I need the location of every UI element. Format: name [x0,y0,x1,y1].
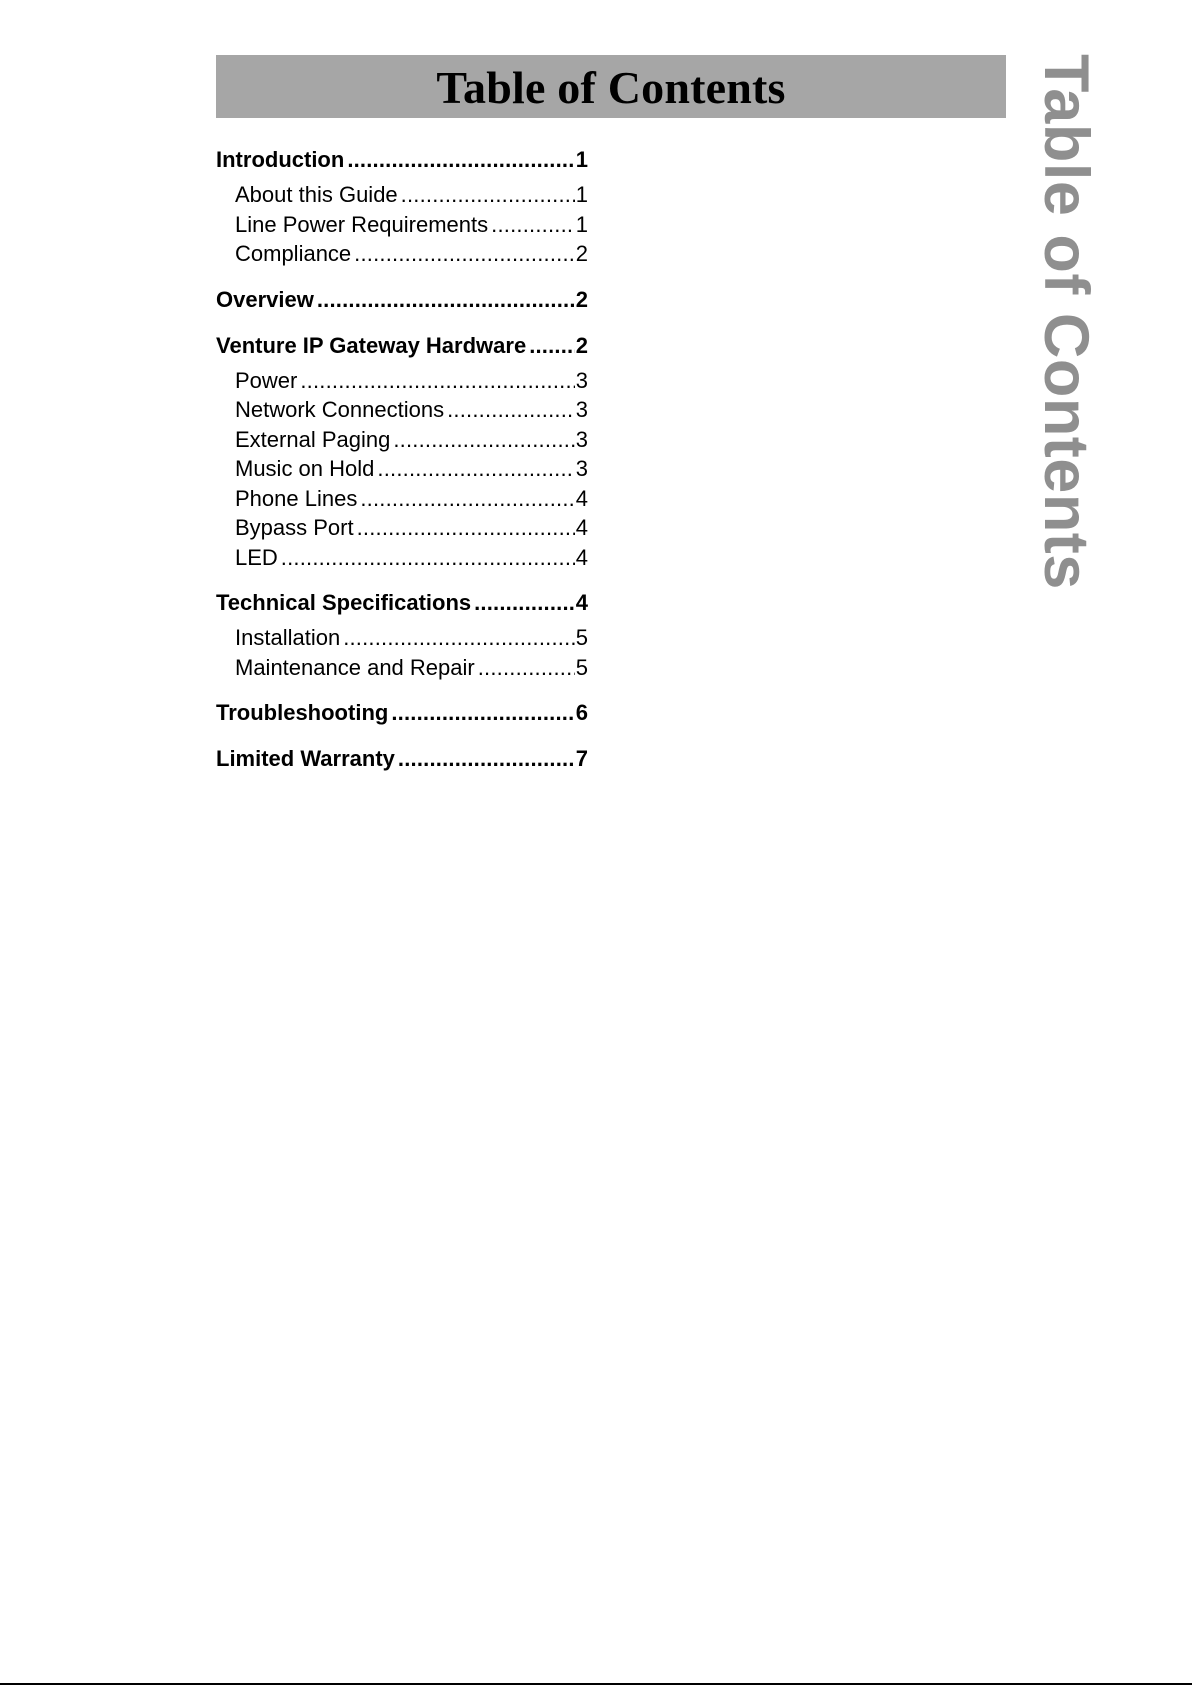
toc-entry-title: Phone Lines [235,485,358,511]
dot-leader [317,284,575,315]
dot-leader [529,330,575,361]
toc-entry-title: LED [235,544,278,570]
toc-entry-title: External Paging [235,426,391,452]
toc-entry-page-number: 2 [575,332,588,358]
toc-entry-page-number: 4 [575,544,588,570]
header-bar [216,55,1006,118]
dot-leader [377,454,574,484]
dot-leader [401,180,575,210]
toc-subsection-entry[interactable] [216,653,588,683]
toc-entry-page-number: 2 [575,286,588,312]
toc-chapter-entry[interactable] [216,587,588,618]
toc-entry-page-number: 1 [575,182,588,207]
dot-leader [447,395,575,425]
toc-entry-title: Network Connections [235,397,445,422]
toc-entry-page-number: 1 [575,211,588,237]
dot-leader [398,743,575,774]
toc-entry-page-number: 3 [575,426,588,452]
dot-leader [347,144,574,175]
dot-leader [281,543,575,573]
table-of-contents [216,144,588,789]
toc-entry-page-number: 4 [575,485,588,511]
toc-subsection-entry[interactable] [216,623,588,653]
side-tab-label: Table of Contents [1031,54,1101,590]
toc-subsection-entry[interactable] [216,366,588,396]
toc-subsection-entry[interactable] [216,395,588,425]
dot-leader [474,587,575,618]
toc-entry-page-number: 3 [575,456,588,481]
side-tab [1030,54,1102,594]
toc-section [216,587,588,682]
toc-section [216,330,588,573]
toc-entry-title: Venture IP Gateway Hardware [216,332,527,358]
toc-entry-title: About this Guide [235,182,398,207]
toc-chapter-entry[interactable] [216,144,588,175]
dot-leader [360,484,574,514]
toc-entry-title: Maintenance and Repair [235,654,475,680]
page-title: Table of Contents [436,61,786,113]
toc-entry-title: Bypass Port [235,515,354,540]
toc-entry-title: Line Power Requirements [235,211,489,237]
toc-entry-title: Introduction [216,147,345,172]
dot-leader [478,653,575,683]
toc-entry-page-number: 7 [575,746,588,771]
toc-section [216,743,588,774]
toc-subsection-entry[interactable] [216,543,588,573]
toc-section [216,284,588,315]
toc-section [216,697,588,728]
toc-entry-page-number: 5 [575,625,588,650]
toc-chapter-entry[interactable] [216,284,588,315]
toc-entry-title: Troubleshooting [216,700,389,725]
toc-section [216,144,588,269]
toc-entry-title: Technical Specifications [216,590,472,615]
toc-entry-page-number: 1 [575,147,588,172]
toc-entry-page-number: 3 [575,397,588,422]
toc-chapter-entry[interactable] [216,330,588,361]
dot-leader [343,623,575,653]
toc-chapter-entry[interactable] [216,743,588,774]
toc-subsection-entry[interactable] [216,454,588,484]
dot-leader [393,425,574,455]
toc-entry-page-number: 3 [575,367,588,393]
toc-subsection-entry[interactable] [216,239,588,269]
toc-entry-page-number: 2 [575,241,588,266]
toc-entry-title: Compliance [235,241,352,266]
toc-subsection-entry[interactable] [216,513,588,543]
toc-entry-page-number: 6 [575,700,588,725]
toc-entry-page-number: 5 [575,654,588,680]
toc-subsection-entry[interactable] [216,210,588,240]
toc-entry-page-number: 4 [575,515,588,540]
toc-subsection-entry[interactable] [216,180,588,210]
toc-entry-title: Music on Hold [235,456,375,481]
toc-entry-title: Power [235,367,298,393]
toc-entry-title: Limited Warranty [216,746,395,771]
dot-leader [300,366,574,396]
dot-leader [357,513,575,543]
toc-entry-title: Installation [235,625,341,650]
toc-subsection-entry[interactable] [216,484,588,514]
toc-chapter-entry[interactable] [216,697,588,728]
toc-subsection-entry[interactable] [216,425,588,455]
toc-entry-page-number: 4 [575,590,588,615]
dot-leader [491,210,575,240]
dot-leader [354,239,575,269]
dot-leader [391,697,574,728]
toc-entry-title: Overview [216,286,314,312]
